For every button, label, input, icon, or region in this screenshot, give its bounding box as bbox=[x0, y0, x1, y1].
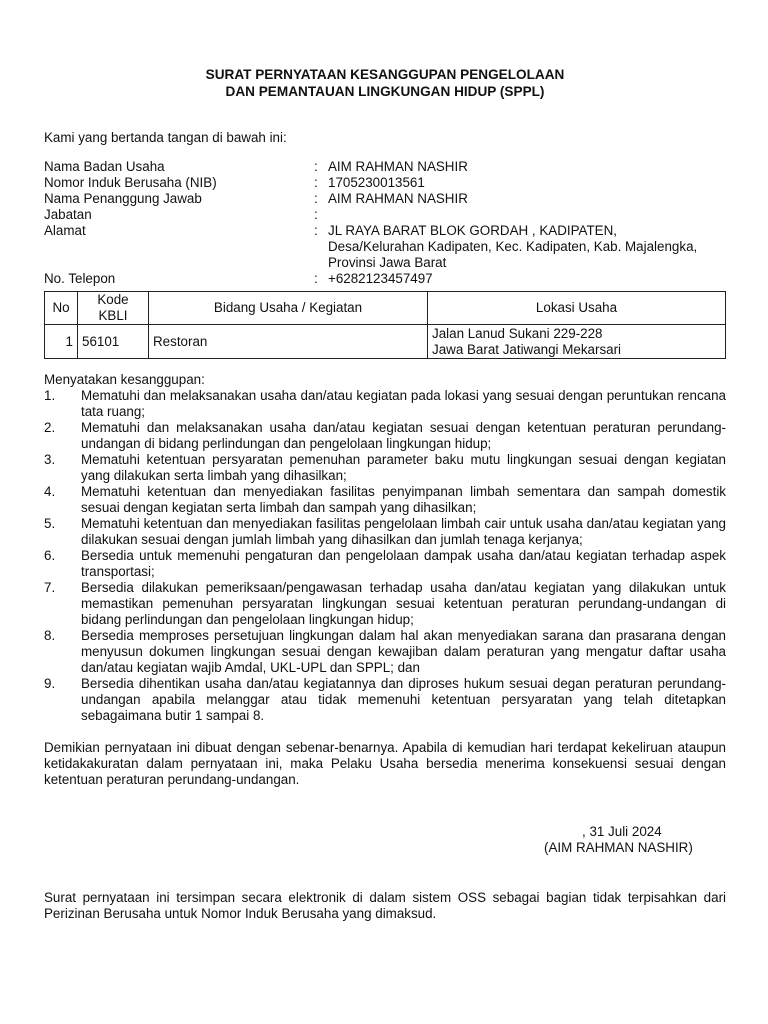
table-row bbox=[45, 325, 726, 359]
signature-block bbox=[544, 824, 726, 856]
field-row-telepon bbox=[44, 271, 726, 287]
cell-no: 1 bbox=[45, 325, 78, 359]
field-colon: : bbox=[314, 175, 318, 190]
item-text: Bersedia dihentikan usaha dan/atau kegiatannya dan diproses hukum sesuai degan peraturan perundang-undangan apabila melanggar atau tidak memenuhi ketentuan persyaratan yang telah ditetapkan sebagaimana butir 1 sampai 8. bbox=[81, 676, 726, 723]
field-colon: : bbox=[314, 207, 318, 222]
document-title bbox=[44, 66, 726, 100]
header-no: No bbox=[45, 292, 78, 325]
lokasi-line-2: Jawa Barat Jatiwangi Mekarsari bbox=[432, 341, 622, 357]
field-row-penanggung-jawab bbox=[44, 191, 726, 207]
field-label: Jabatan bbox=[44, 207, 92, 222]
signature-name: (AIM RAHMAN NASHIR) bbox=[544, 840, 693, 855]
identity-fields bbox=[44, 159, 726, 287]
list-item bbox=[44, 580, 726, 628]
business-activity-table bbox=[44, 291, 726, 359]
field-colon: : bbox=[314, 191, 318, 206]
cell-kbli: 56101 bbox=[78, 325, 149, 359]
item-text: Mematuhi ketentuan dan menyediakan fasilitas pengelolaan limbah cair untuk usaha dan/atau kegiatan yang dilakukan sesuai dengan jumlah limbah yang dihasilkan dan jumlah tenaga kerjanya; bbox=[81, 516, 726, 547]
item-number: 5. bbox=[44, 516, 56, 531]
item-text: Mematuhi dan melaksanakan usaha dan/atau kegiatan sesuai dengan ketentuan peraturan perundang-undangan di bidang perlindungan dan pengelolaan lingkungan hidup; bbox=[81, 420, 726, 451]
field-value: AIM RAHMAN NASHIR bbox=[328, 159, 468, 174]
footer-note: Surat pernyataan ini tersimpan secara elektronik di dalam sistem OSS sebagai bagian tidak terpisahkan dari Perizinan Berusaha untuk Nomor Induk Berusaha yang dimaksud. bbox=[44, 890, 726, 921]
list-item bbox=[44, 548, 726, 580]
header-kode-kbli bbox=[78, 292, 149, 325]
item-number: 8. bbox=[44, 628, 56, 643]
field-row-alamat bbox=[44, 223, 726, 271]
item-text: Mematuhi ketentuan persyaratan pemenuhan parameter baku mutu lingkungan sesuai dengan kegiatan yang dilakukan serta limbah yang dihasilkan; bbox=[81, 452, 726, 483]
declaration-list bbox=[44, 388, 726, 724]
declaration-heading: Menyatakan kesanggupan: bbox=[44, 372, 205, 387]
lokasi-line-1: Jalan Lanud Sukani 229-228 bbox=[432, 325, 603, 341]
field-value: AIM RAHMAN NASHIR bbox=[328, 191, 468, 206]
item-number: 9. bbox=[44, 676, 56, 691]
item-text: Bersedia dilakukan pemeriksaan/pengawasan terhadap usaha dan/atau kegiatan yang dilakukan untuk memastikan pemenuhan persyaratan lingkungan sesuai ketentuan peraturan perundang-undangan di bidang perlindungan dan pengelolaan lingkungan hidup; bbox=[81, 580, 726, 627]
field-label: No. Telepon bbox=[44, 271, 116, 286]
list-item bbox=[44, 516, 726, 548]
field-value: +6282123457497 bbox=[328, 271, 433, 286]
header-kbli-line-1: Kode bbox=[97, 292, 129, 307]
document-page bbox=[44, 66, 726, 922]
field-row-nama-badan-usaha bbox=[44, 159, 726, 175]
field-value: 1705230013561 bbox=[328, 175, 425, 190]
table-header-row bbox=[45, 292, 726, 325]
title-line-1: SURAT PERNYATAAN KESANGGUPAN PENGELOLAAN bbox=[205, 67, 565, 82]
field-value bbox=[328, 223, 726, 271]
signature-date: , 31 Juli 2024 bbox=[582, 824, 662, 839]
intro-text: Kami yang bertanda tangan di bawah ini: bbox=[44, 130, 287, 145]
field-row-nib bbox=[44, 175, 726, 191]
field-row-jabatan bbox=[44, 207, 726, 223]
field-label: Nama Badan Usaha bbox=[44, 159, 165, 174]
item-number: 3. bbox=[44, 452, 56, 467]
title-line-2: DAN PEMANTAUAN LINGKUNGAN HIDUP (SPPL) bbox=[225, 84, 545, 99]
item-number: 4. bbox=[44, 484, 56, 499]
address-line-3: Provinsi Jawa Barat bbox=[328, 255, 447, 270]
list-item bbox=[44, 420, 726, 452]
item-number: 2. bbox=[44, 420, 56, 435]
field-colon: : bbox=[314, 159, 318, 174]
list-item bbox=[44, 484, 726, 516]
cell-bidang: Restoran bbox=[149, 325, 428, 359]
field-colon: : bbox=[314, 223, 318, 238]
field-label: Nama Penanggung Jawab bbox=[44, 191, 202, 206]
field-label: Nomor Induk Berusaha (NIB) bbox=[44, 175, 217, 190]
header-bidang-usaha: Bidang Usaha / Kegiatan bbox=[149, 292, 428, 325]
list-item bbox=[44, 452, 726, 484]
closing-paragraph: Demikian pernyataan ini dibuat dengan sebenar-benarnya. Apabila di kemudian hari terdapat kekeliruan ataupun ketidakakuratan dalam pernyataan ini, maka Pelaku Usaha bersedia menerima konsekuensi sesuai dengan ketentuan peraturan perundang-undangan. bbox=[44, 740, 726, 787]
field-colon: : bbox=[314, 271, 318, 286]
item-number: 1. bbox=[44, 388, 56, 403]
list-item bbox=[44, 388, 726, 420]
address-line-2: Desa/Kelurahan Kadipaten, Kec. Kadipaten, Kab. Majalengka, bbox=[328, 239, 698, 254]
item-text: Mematuhi ketentuan dan menyediakan fasilitas penyimpanan limbah sementara dan sampah domestik sesuai dengan kegiatan serta limbah dan sampah yang dihasilkan; bbox=[81, 484, 726, 515]
item-text: Bersedia untuk memenuhi pengaturan dan pengelolaan dampak usaha dan/atau kegiatan terhadap aspek transportasi; bbox=[81, 548, 726, 579]
item-text: Bersedia memproses persetujuan lingkungan dalam hal akan menyediakan sarana dan prasarana dengan menyusun dokumen lingkungan sesuai dengan kewajiban dalam peraturan yang mengatur daftar usaha dan/atau kegiatan wajib Amdal, UKL-UPL dan SPPL; dan bbox=[81, 628, 726, 675]
cell-lokasi bbox=[428, 325, 726, 359]
field-label: Alamat bbox=[44, 223, 86, 238]
list-item bbox=[44, 628, 726, 676]
address-line-1: JL RAYA BARAT BLOK GORDAH , KADIPATEN, bbox=[328, 223, 617, 238]
header-kbli-line-2: KBLI bbox=[98, 308, 128, 323]
field-value bbox=[328, 207, 726, 223]
item-number: 6. bbox=[44, 548, 56, 563]
header-lokasi-usaha: Lokasi Usaha bbox=[428, 292, 726, 325]
list-item bbox=[44, 676, 726, 724]
item-text: Mematuhi dan melaksanakan usaha dan/atau kegiatan pada lokasi yang sesuai dengan peruntukan rencana tata ruang; bbox=[81, 388, 726, 419]
item-number: 7. bbox=[44, 580, 56, 595]
